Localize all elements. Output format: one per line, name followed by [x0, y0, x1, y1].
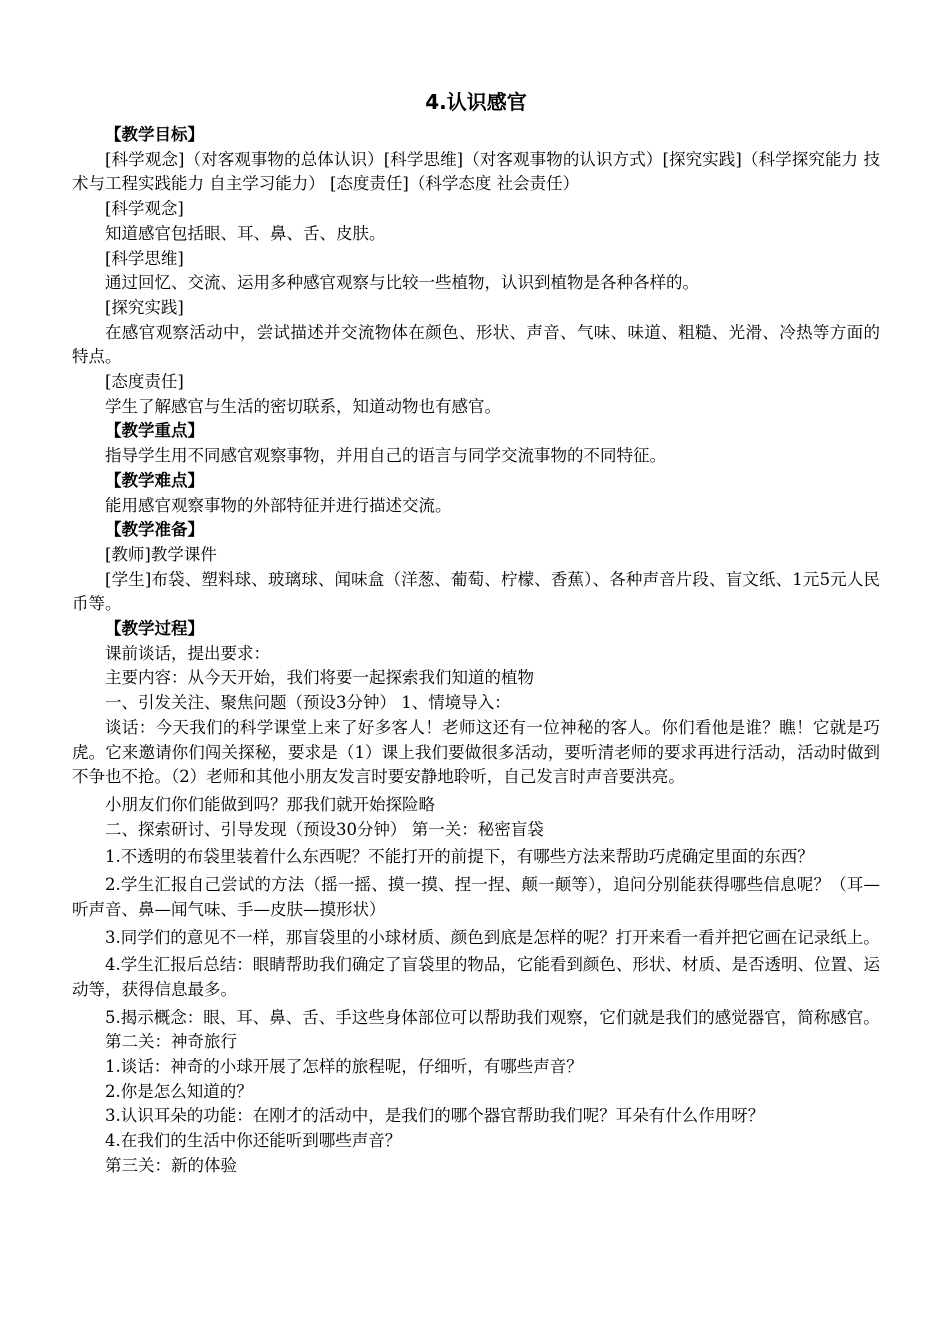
heading-key-points: 【教学重点】	[105, 421, 204, 441]
heading-preparation: 【教学准备】	[105, 520, 204, 540]
science-concept-text: 知道感官包括眼、耳、鼻、舌、皮肤。	[105, 223, 386, 243]
subheading-science-thinking: [科学思维]	[105, 248, 184, 268]
document-page	[72, 88, 880, 1179]
level-two-heading: 第二关：神奇旅行	[105, 1032, 237, 1052]
section-two-heading: 二、探索研讨、引导发现（预设30分钟） 第一关：秘密盲袋	[105, 819, 544, 839]
goals-overview: [科学观念]（对客观事物的总体认识）[科学思维]（对客观事物的认识方式）[探究实践]（科学探究能力 技术与工程实践能力 自主学习能力） [态度责任]（科学态度 社会责任）	[72, 149, 880, 194]
heading-difficulties: 【教学难点】	[105, 470, 204, 490]
level-one-step-1: 1.不透明的布袋里装着什么东西呢？不能打开的前提下，有哪些方法来帮助巧虎确定里面的东西？	[105, 847, 814, 867]
level-two-step-4: 4.在我们的生活中你还能听到哪些声音？	[105, 1131, 402, 1151]
document-title: 4.认识感官	[425, 90, 527, 114]
teacher-preparation: [教师]教学课件	[105, 544, 217, 564]
subheading-attitude: [态度责任]	[105, 372, 184, 392]
subheading-inquiry-practice: [探究实践]	[105, 297, 184, 317]
level-three-heading: 第三关：新的体验	[105, 1155, 237, 1175]
main-content: 主要内容：从今天开始，我们将要一起探索我们知道的植物	[105, 668, 534, 688]
subheading-science-concept: [科学观念]	[105, 199, 184, 219]
intro-talk: 谈话：今天我们的科学课堂上来了好多客人！老师这还有一位神秘的客人。你们看他是谁？瞧！它就是巧虎。它来邀请你们闯关探秘，要求是（1）课上我们要做很多活动，要听清老师的要求再进行活动，活动时做到不争也不抢。（2）老师和其他小朋友发言时要安静地聆听，自己发言时声音要洪亮。	[72, 717, 880, 787]
level-two-step-3: 3.认识耳朵的功能：在刚才的活动中，是我们的哪个器官帮助我们呢？耳朵有什么作用呀？	[105, 1106, 765, 1126]
inquiry-practice-text: 在感官观察活动中，尝试描述并交流物体在颜色、形状、声音、气味、味道、粗糙、光滑、冷热等方面的特点。	[72, 322, 880, 367]
heading-process: 【教学过程】	[105, 619, 204, 639]
heading-teaching-goals: 【教学目标】	[105, 125, 204, 144]
level-one-step-5: 5.揭示概念：眼、耳、鼻、舌、手这些身体部位可以帮助我们观察，它们就是我们的感觉器官，简称感官。	[105, 1007, 880, 1027]
section-one-heading: 一、引发关注、聚焦问题（预设3分钟） 1、情境导入：	[105, 693, 511, 713]
science-thinking-text: 通过回忆、交流、运用多种感官观察与比较一些植物，认识到植物是各种各样的。	[105, 273, 699, 293]
attitude-text: 学生了解感官与生活的密切联系，知道动物也有感官。	[105, 396, 501, 416]
pre-class-talk: 课前谈话，提出要求：	[105, 643, 270, 663]
level-two-step-1: 1.谈话：神奇的小球开展了怎样的旅程呢，仔细听，有哪些声音？	[105, 1057, 583, 1077]
level-one-step-3: 3.同学们的意见不一样，那盲袋里的小球材质、颜色到底是怎样的呢？打开来看一看并把它画在记录纸上。	[105, 927, 880, 947]
level-one-step-2: 2.学生汇报自己尝试的方法（摇一摇、摸一摸、捏一捏、颠一颠等），追问分别能获得哪些信息呢？（耳—听声音、鼻—闻气味、手—皮肤—摸形状）	[72, 875, 880, 919]
level-two-step-2: 2.你是怎么知道的？	[105, 1081, 253, 1101]
can-you-do-it: 小朋友们你们能做到吗？那我们就开始探险略	[105, 794, 435, 814]
level-one-step-4: 4.学生汇报后总结：眼睛帮助我们确定了盲袋里的物品，它能看到颜色、形状、材质、是否透明、位置、运动等，获得信息最多。	[72, 955, 880, 999]
difficulties-text: 能用感官观察事物的外部特征并进行描述交流。	[105, 495, 452, 515]
student-preparation: [学生]布袋、塑料球、玻璃球、闻味盒（洋葱、葡萄、柠檬、香蕉）、各种声音片段、盲文纸、1元5元人民币等。	[72, 569, 880, 614]
key-points-text: 指导学生用不同感官观察事物，并用自己的语言与同学交流事物的不同特征。	[105, 446, 666, 466]
